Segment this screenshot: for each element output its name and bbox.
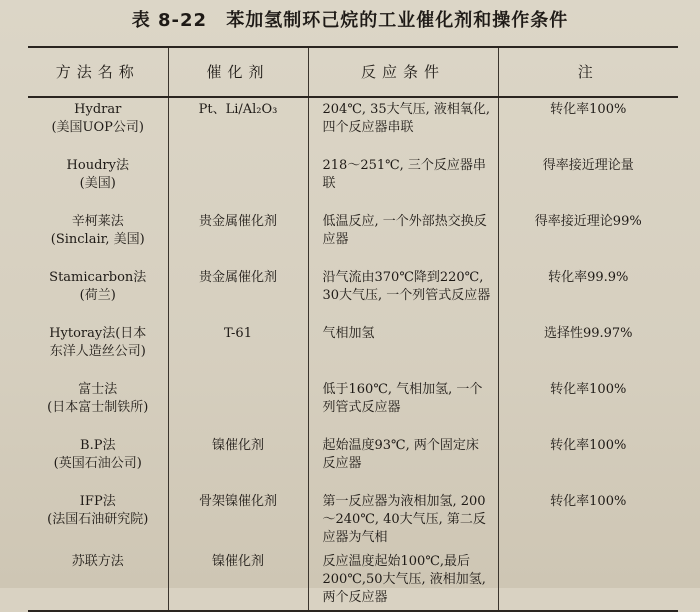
header-condition: 反应条件 [308, 47, 498, 97]
note-cell: 转化率100% [498, 378, 678, 434]
method-cell [28, 490, 168, 550]
method-origin: (法国石油研究院) [47, 512, 149, 527]
condition-cell: 218～251℃, 三个反应器串联 [308, 154, 498, 210]
header-note: 注 [498, 47, 678, 97]
table-title: 苯加氢制环己烷的工业催化剂和操作条件 [226, 10, 569, 31]
condition-cell: 第一反应器为液相加氢, 200～240℃, 40大气压, 第二反应器为气相 [308, 490, 498, 550]
method-cell [28, 434, 168, 490]
method-cell [28, 154, 168, 210]
condition-cell: 低于160℃, 气相加氢, 一个列管式反应器 [308, 378, 498, 434]
table-row [28, 322, 678, 378]
table-row [28, 378, 678, 434]
catalyst-cell: 镍催化剂 [168, 434, 308, 490]
condition-cell: 沿气流由370℃降到220℃, 30大气压, 一个列管式反应器 [308, 266, 498, 322]
method-name: Hydrar [74, 102, 122, 117]
catalyst-cell: 贵金属催化剂 [168, 266, 308, 322]
note-cell: 转化率100% [498, 97, 678, 154]
method-name: Stamicarbon法 [49, 270, 147, 285]
condition-cell: 低温反应, 一个外部热交换反应器 [308, 210, 498, 266]
header-catalyst: 催化剂 [168, 47, 308, 97]
method-origin: (美国UOP公司) [51, 120, 144, 135]
method-cell [28, 97, 168, 154]
table-row [28, 210, 678, 266]
header-method: 方法名称 [28, 47, 168, 97]
catalyst-cell: T-61 [168, 322, 308, 378]
method-name: B.P法 [80, 438, 116, 453]
table-row [28, 97, 678, 154]
method-cell [28, 266, 168, 322]
note-cell: 得率接近理论99% [498, 210, 678, 266]
method-name: 富士法 [78, 382, 118, 397]
header-row [28, 47, 678, 97]
method-origin: (美国) [79, 176, 116, 191]
method-origin: (荷兰) [79, 288, 116, 303]
table-row [28, 266, 678, 322]
note-cell: 得率接近理论量 [498, 154, 678, 210]
method-name: Hytoray法(日本 [49, 326, 147, 341]
note-cell [498, 550, 678, 611]
table-row [28, 434, 678, 490]
catalyst-cell [168, 154, 308, 210]
catalyst-cell: 镍催化剂 [168, 550, 308, 611]
method-name: Houdry法 [66, 158, 129, 173]
method-origin: (日本富士制铁所) [47, 400, 149, 415]
table-caption [0, 6, 700, 32]
method-name: 苏联方法 [71, 554, 124, 569]
method-name: 辛柯莱法 [71, 214, 124, 229]
condition-cell: 204℃, 35大气压, 液相氧化, 四个反应器串联 [308, 97, 498, 154]
catalyst-table [28, 46, 678, 612]
method-cell [28, 322, 168, 378]
condition-cell: 起始温度93℃, 两个固定床反应器 [308, 434, 498, 490]
condition-cell: 气相加氢 [308, 322, 498, 378]
method-name: IFP法 [79, 494, 116, 509]
table-row [28, 154, 678, 210]
table-row [28, 490, 678, 550]
method-cell [28, 210, 168, 266]
method-origin: 东洋人造丝公司) [49, 344, 146, 359]
catalyst-cell: 贵金属催化剂 [168, 210, 308, 266]
note-cell: 选择性99.97% [498, 322, 678, 378]
method-origin: (Sinclair, 美国) [50, 232, 145, 247]
catalyst-cell: Pt、Li/Al₂O₃ [168, 97, 308, 154]
catalyst-cell [168, 378, 308, 434]
condition-cell: 反应温度起始100℃,最后200℃,50大气压, 液相加氢, 两个反应器 [308, 550, 498, 611]
note-cell: 转化率100% [498, 490, 678, 550]
method-cell [28, 550, 168, 611]
method-cell [28, 378, 168, 434]
catalyst-cell: 骨架镍催化剂 [168, 490, 308, 550]
table-number: 表 8-22 [131, 10, 208, 31]
note-cell: 转化率99.9% [498, 266, 678, 322]
method-origin: (英国石油公司) [53, 456, 142, 471]
table-row [28, 550, 678, 611]
note-cell: 转化率100% [498, 434, 678, 490]
